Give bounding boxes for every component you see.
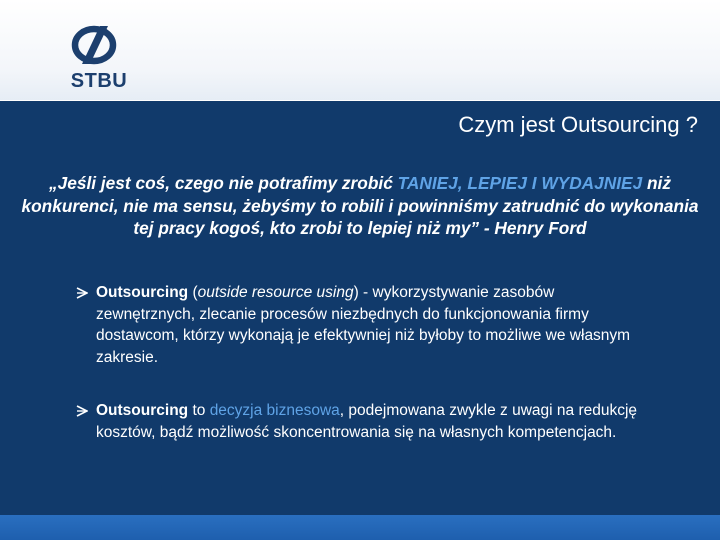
- bullet-text: , podejmowana zwykle z uwagi na redukcję kosztów, bądź możliwość skoncentrowania się na własnych kompetencjach.: [96, 402, 638, 441]
- bullet-italic: outside resource using: [197, 284, 354, 301]
- bullet-highlight: decyzja biznesowa: [209, 402, 340, 420]
- bullet-term: Outsourcing: [96, 284, 189, 301]
- quote: [14, 172, 706, 240]
- bullet-text: ) - wykorzystywanie zasobów zewnętrznych, zlecanie procesów niezbędnych do funkcjonowania firmy dostawcom, którzy wykonają je efektywniej niż byłoby to możliwe we własnym zakresie.: [96, 284, 631, 366]
- bullet-item: [76, 400, 656, 443]
- quote-highlight: TANIEJ, LEPIEJ I WYDAJNIEJ: [397, 173, 643, 193]
- bullet-list: [76, 282, 656, 444]
- bullet-term: Outsourcing: [96, 402, 189, 420]
- stbu-logo-icon: [70, 24, 118, 66]
- bullet-text: to: [188, 402, 210, 420]
- arrow-bullet-icon: [76, 287, 88, 299]
- arrow-bullet-icon: [76, 405, 88, 417]
- quote-text-2: niż konkurenci, nie ma sensu, żebyśmy to robili i powinniśmy zatrudnić do wykonania tej pracy kogoś, kto zrobi to lepiej niż my” - Henry Ford: [21, 173, 699, 238]
- footer-bar: [0, 515, 720, 540]
- bullet-text: (: [188, 284, 198, 301]
- slide-title: Czym jest Outsourcing ?: [458, 112, 698, 137]
- quote-text-1: „Jeśli jest coś, czego nie potrafimy zrobić: [49, 173, 398, 193]
- logo-text: STBU: [70, 70, 128, 92]
- bullet-item: [76, 282, 656, 368]
- logo: [64, 24, 144, 100]
